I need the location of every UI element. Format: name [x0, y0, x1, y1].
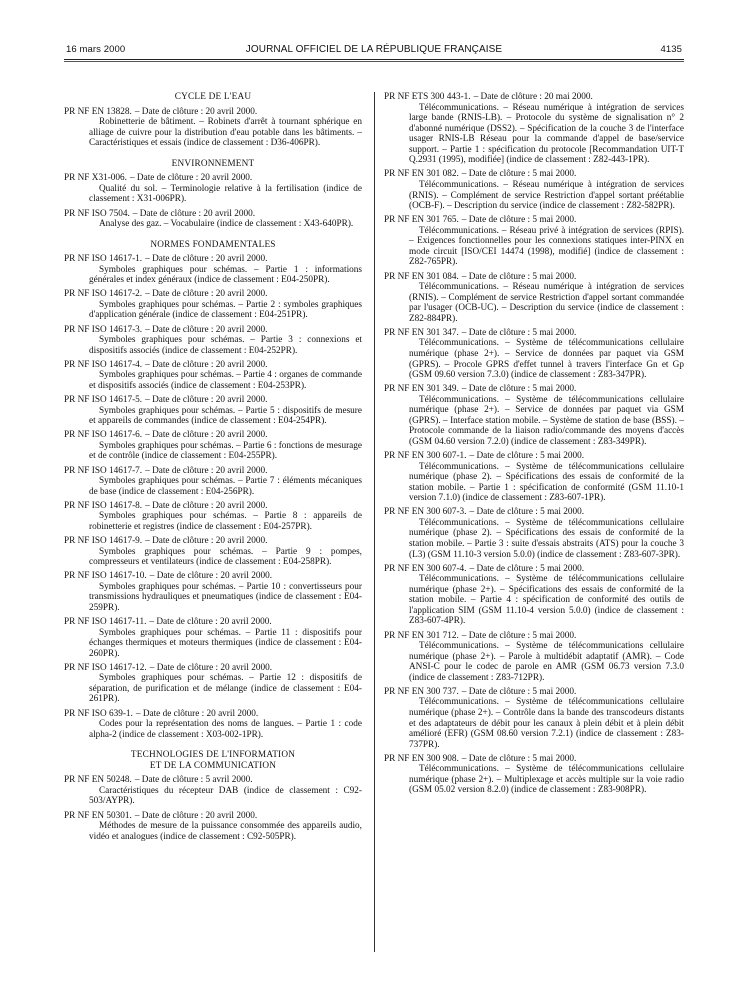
section-heading: NORMES FONDAMENTALES [150, 239, 276, 250]
standard-description: Symboles graphiques pour schémas. – Partie 2 : symboles graphiques d'application générale (indice de classement : E04-251PR). [89, 299, 362, 321]
standard-code: PR NF ISO 14617-3. [64, 324, 143, 335]
standard-code: PR NF EN 50301. [64, 810, 132, 821]
closing-date: – Date de clôture : 20 avril 2000. [135, 708, 259, 719]
standard-code: PR NF ISO 14617-9. [64, 536, 143, 547]
standard-code: PR NF ETS 300 443-1. [384, 92, 471, 102]
standard-entry [64, 775, 362, 807]
standard-description: Analyse des gaz. – Vocabulaire (indice de classement : X43-640PR). [99, 219, 354, 230]
standard-description: Symboles graphiques pour schémas. – Partie 6 : fonctions de mesurage et de contrôle (indice de classement : E04-255PR). [89, 440, 362, 462]
standard-entry [384, 272, 684, 325]
standard-description: Télécommunications. – Système de télécommunications cellulaire numérique (phase 2). – Spécifications des essais de conformité de la station mobile. – Partie 1 : spécification de conformité (GSM 11.10-1 version 7.1.0) (indice de classement : Z83-607-1PR). [409, 461, 684, 504]
standard-code: PR NF EN 300 908. [384, 753, 459, 764]
standard-description: Symboles graphiques pour schémas. – Partie 9 : pompes, compresseurs et ventilateurs (indice de classement : E04-258PR). [89, 546, 362, 568]
closing-date: – Date de clôture : 20 avril 2000. [134, 106, 258, 117]
standard-description: Télécommunications. – Système de télécommunications cellulaire numérique (phase 2+). – Contrôle dans la bande des transcodeurs distants et des adaptateurs de débit pour les canaux à plein débit et à plein débit amélioré (EFR) (GSM 08.60 version 7.2.1) (indice de classement : Z83-737PR). [409, 697, 684, 750]
standard-entry [64, 571, 362, 613]
standard-description: Télécommunications. – Réseau privé à intégration de services (RPIS). – Exigences fonctionnelles pour les connexions statiques inter-PINX en mode circuit [ISO/CEI 14474 (1998), modifié] (indice de classement : Z82-765PR). [409, 225, 684, 268]
standard-entry [64, 466, 362, 498]
standard-description: Méthodes de mesure de la puissance consommée des appareils audio, vidéo et analogues (indice de classement : C92-505PR). [89, 821, 362, 842]
left-column [64, 92, 362, 846]
standard-entry [64, 663, 362, 705]
closing-date: – Date de clôture : 5 mai 2000. [469, 563, 585, 574]
closing-date: – Date de clôture : 5 avril 2000. [134, 775, 253, 786]
standard-description: Télécommunications. – Système de télécommunications cellulaire numérique (phase 2+). – Service de données par paquet via GSM (GPRS). – Procole GPRS d'effet tunnel à travers l'interface Gn et Gp (GSM 09.60 version 7.3.0) (indice de classement : Z83-347PR). [409, 338, 684, 381]
standard-description: Télécommunications. – Système de télécommunications cellulaire numérique (phase 2+). – Multiplexage et accès multiple sur la voie radio (GSM 05.02 version 8.2.0) (indice de classement : Z83-908PR). [409, 764, 684, 796]
closing-date: – Date de clôture : 20 mai 2000. [473, 92, 593, 102]
page-number: 4135 [660, 44, 682, 55]
right-column [384, 92, 684, 800]
standard-entry [64, 811, 362, 843]
standard-description: Télécommunications. – Système de télécommunications cellulaire numérique (phase 2+). – Spécifications des essais de conformité de la station mobile. – Partie 4 : spécification de conformité des outils de l'application SIM (GSM 11.10-4 version 5.0.0) (indice de classement : Z83-607-4PR). [409, 574, 684, 627]
standard-code: PR NF ISO 14617-11. [64, 617, 147, 628]
standard-code: PR NF EN 301 084. [384, 271, 459, 282]
standard-entry [64, 107, 362, 149]
closing-date: – Date de clôture : 5 mai 2000. [461, 753, 577, 764]
standard-entry [384, 215, 684, 268]
standard-entry [64, 617, 362, 659]
standard-entry [384, 169, 684, 211]
standard-description: Télécommunications. – Système de télécommunications cellulaire numérique (phase 2). – Spécifications des essais de conformité de la station mobile. – Partie 3 : suite d'essais abstraits (ATS) pour la couche 3 (L3) (GSM 11.10-3 version 5.0.0) (indice de classement : Z83-607-3PR). [409, 517, 684, 560]
standard-code: PR NF EN 300 607-1. [384, 451, 467, 462]
standard-entry [64, 173, 362, 205]
standard-entry [64, 360, 362, 392]
standard-description: Robinetterie de bâtiment. – Robinets d'arrêt à tournant sphérique en alliage de cuivre pour la distribution d'eau potable dans les bâtiments. – Caractéristiques et essais (indice de classement : D36-406PR). [89, 117, 362, 149]
standard-entry [64, 209, 362, 230]
closing-date: – Date de clôture : 5 mai 2000. [469, 507, 585, 518]
standard-entry [64, 325, 362, 357]
standard-code: PR NF ISO 14617-7. [64, 465, 143, 476]
standard-code: PR NF ISO 14617-10. [64, 571, 147, 582]
standard-entry [384, 92, 684, 166]
standard-entry [384, 687, 684, 750]
standard-description: Symboles graphiques pour schémas. – Partie 5 : dispositifs de mesure et appareils de commandes (indice de classement : E04-254PR). [89, 405, 362, 427]
closing-date: – Date de clôture : 20 avril 2000. [134, 810, 258, 821]
closing-date: – Date de clôture : 20 avril 2000. [145, 465, 268, 476]
standard-entry [384, 328, 684, 381]
standard-code: PR NF ISO 14617-6. [64, 430, 143, 441]
closing-date: – Date de clôture : 5 mai 2000. [461, 630, 577, 641]
standard-description: Télécommunications. – Système de télécommunications cellulaire numérique (phase 2+). – Service de données par paquet via GSM (GPRS). – Interface station mobile. – Système de station de base (BSS). – Protocole commande de la liaison radio/commande des moyens d'accès (GSM 04.60 version 7.2.0) (indice de classement : Z83-349PR). [409, 394, 684, 447]
standard-entry [384, 507, 684, 560]
standard-code: PR NF EN 300 737. [384, 686, 459, 697]
closing-date: – Date de clôture : 20 avril 2000. [145, 254, 268, 265]
standard-code: PR NF EN 50248. [64, 775, 132, 786]
standard-code: PR NF EN 300 607-3. [384, 507, 467, 518]
standard-entry [64, 254, 362, 286]
standard-entry [384, 754, 684, 796]
standard-description: Télécommunications. – Réseau numérique à intégration de services large bande (RNIS-LB). – Protocole du système de signalisation n° 2 d'abonné numérique (DSS2). – Spécification de la couche 3 de l'interface usager RNIS-LB Réseau pour la commande d'appel de base/service support. – Partie 1 : spécification du protocole [Recommandation UIT-T Q.2931 (1995), modifiée] (indice de classement : Z82-443-1PR). [409, 102, 684, 166]
standard-code: PR NF ISO 14617-2. [64, 289, 143, 300]
standard-code: PR NF ISO 14617-5. [64, 395, 143, 406]
standard-description: Symboles graphiques pour schémas. – Partie 4 : organes de commande et dispositifs associés (indice de classement : E04-253PR). [89, 370, 362, 391]
standard-entry [64, 289, 362, 321]
standard-description: Symboles graphiques pour schémas. – Partie 3 : connexions et dispositifs associés (indice de classement : E04-252PR). [89, 335, 362, 356]
closing-date: – Date de clôture : 20 avril 2000. [145, 500, 268, 511]
standard-description: Symboles graphiques pour schémas. – Partie 7 : éléments mécaniques de base (indice de classement : E04-256PR). [89, 476, 362, 497]
standard-code: PR NF EN 301 082. [384, 169, 459, 180]
closing-date: – Date de clôture : 20 avril 2000. [145, 289, 268, 300]
section-heading: ENVIRONNEMENT [171, 158, 255, 169]
header-rule-secondary [64, 61, 684, 62]
standard-code: PR NF X31-006. [64, 173, 127, 184]
standard-entry [384, 564, 684, 627]
standard-description: Symboles graphiques pour schémas. – Partie 12 : dispositifs de séparation, de purification et de mélange (indice de classement : E04-261PR). [89, 673, 362, 705]
standard-entry [64, 430, 362, 462]
section-heading: TECHNOLOGIES DE L'INFORMATION ET DE LA COMMUNICATION [130, 750, 296, 771]
standard-entry [384, 631, 684, 684]
standard-code: PR NF EN 301 349. [384, 384, 459, 395]
standard-entry [64, 395, 362, 427]
standard-entry [64, 709, 362, 741]
standard-description: Symboles graphiques pour schémas. – Partie 10 : convertisseurs pour transmissions hydrauliques et pneumatiques (indice de classement : E04-259PR). [89, 581, 362, 613]
column-divider [374, 92, 375, 952]
standard-description: Symboles graphiques pour schémas. – Partie 8 : appareils de robinetterie et registres (indice de classement : E04-257PR). [89, 511, 362, 532]
standard-description: Qualité du sol. – Terminologie relative à la fertilisation (indice de classement : X31-006PR). [89, 183, 362, 205]
standard-entry [64, 501, 362, 533]
standard-code: PR NF EN 301 347. [384, 327, 459, 338]
closing-date: – Date de clôture : 5 mai 2000. [461, 169, 577, 180]
header-rule [64, 59, 684, 60]
standard-code: PR NF ISO 639-1. [64, 708, 133, 719]
standard-code: PR NF ISO 14617-12. [64, 662, 147, 673]
closing-date: – Date de clôture : 20 avril 2000. [149, 662, 273, 673]
section-heading: CYCLE DE L'EAU [174, 92, 252, 102]
standard-code: PR NF ISO 14617-8. [64, 500, 143, 511]
standard-description: Télécommunications. – Réseau numérique à intégration de services (RNIS). – Complément de service Restriction d'appel sortant commandée par l'usager (OCB-UC). – Description du service (indice de classement : Z82-884PR). [409, 282, 684, 324]
closing-date: – Date de clôture : 5 mai 2000. [461, 686, 577, 697]
standard-code: PR NF EN 301 765. [384, 215, 459, 226]
closing-date: – Date de clôture : 20 avril 2000. [145, 359, 268, 370]
closing-date: – Date de clôture : 5 mai 2000. [469, 451, 585, 462]
standard-description: Symboles graphiques pour schémas. – Partie 1 : informations générales et index généraux (indice de classement : E04-250PR). [89, 264, 362, 286]
standard-description: Codes pour la représentation des noms de langues. – Partie 1 : code alpha-2 (indice de classement : X03-002-1PR). [89, 719, 362, 740]
standard-code: PR NF ISO 14617-4. [64, 359, 143, 370]
standard-description: Télécommunications. – Réseau numérique à intégration de services (RNIS). – Complément de service Restriction d'appel sortant préétablie (OCB-F). – Description du service (indice de classement : Z82-582PR). [409, 179, 684, 212]
closing-date: – Date de clôture : 20 avril 2000. [145, 324, 268, 335]
closing-date: – Date de clôture : 20 avril 2000. [149, 571, 273, 582]
closing-date: – Date de clôture : 5 mai 2000. [461, 384, 577, 395]
closing-date: – Date de clôture : 5 mai 2000. [461, 215, 577, 226]
standard-description: Télécommunications. – Système de télécommunications cellulaire numérique (phase 2+). – Parole à multidébit adaptatif (AMR). – Code ANSI-C pour le codec de parole en AMR (GSM 06.73 version 7.3.0 (indice de classement : Z83-712PR). [409, 641, 684, 683]
closing-date: – Date de clôture : 20 avril 2000. [145, 395, 268, 406]
issue-date: 16 mars 2000 [66, 44, 126, 55]
closing-date: – Date de clôture : 20 avril 2000. [132, 208, 256, 219]
standard-entry [384, 451, 684, 504]
closing-date: – Date de clôture : 5 mai 2000. [461, 327, 577, 338]
journal-title: JOURNAL OFFICIEL DE LA RÉPUBLIQUE FRANÇAISE [245, 44, 503, 55]
standard-description: Caractéristiques du récepteur DAB (indice de classement : C92-503/AYPR). [89, 785, 362, 807]
standard-entry [64, 536, 362, 568]
standard-code: PR NF EN 13828. [64, 106, 132, 117]
closing-date: – Date de clôture : 20 avril 2000. [145, 430, 268, 441]
standard-code: PR NF EN 300 607-4. [384, 563, 467, 574]
closing-date: – Date de clôture : 5 mai 2000. [461, 271, 577, 282]
standard-code: PR NF ISO 14617-1. [64, 254, 143, 265]
standard-description: Symboles graphiques pour schémas. – Partie 11 : dispositifs pour échanges thermiques et moteurs thermiques (indice de classement : E04-260PR). [89, 627, 362, 659]
standard-entry [384, 384, 684, 447]
closing-date: – Date de clôture : 20 avril 2000. [149, 617, 272, 628]
closing-date: – Date de clôture : 20 avril 2000. [145, 536, 268, 547]
standard-code: PR NF EN 301 712. [384, 630, 459, 641]
standard-code: PR NF ISO 7504. [64, 208, 130, 219]
closing-date: – Date de clôture : 20 avril 2000. [129, 173, 253, 184]
